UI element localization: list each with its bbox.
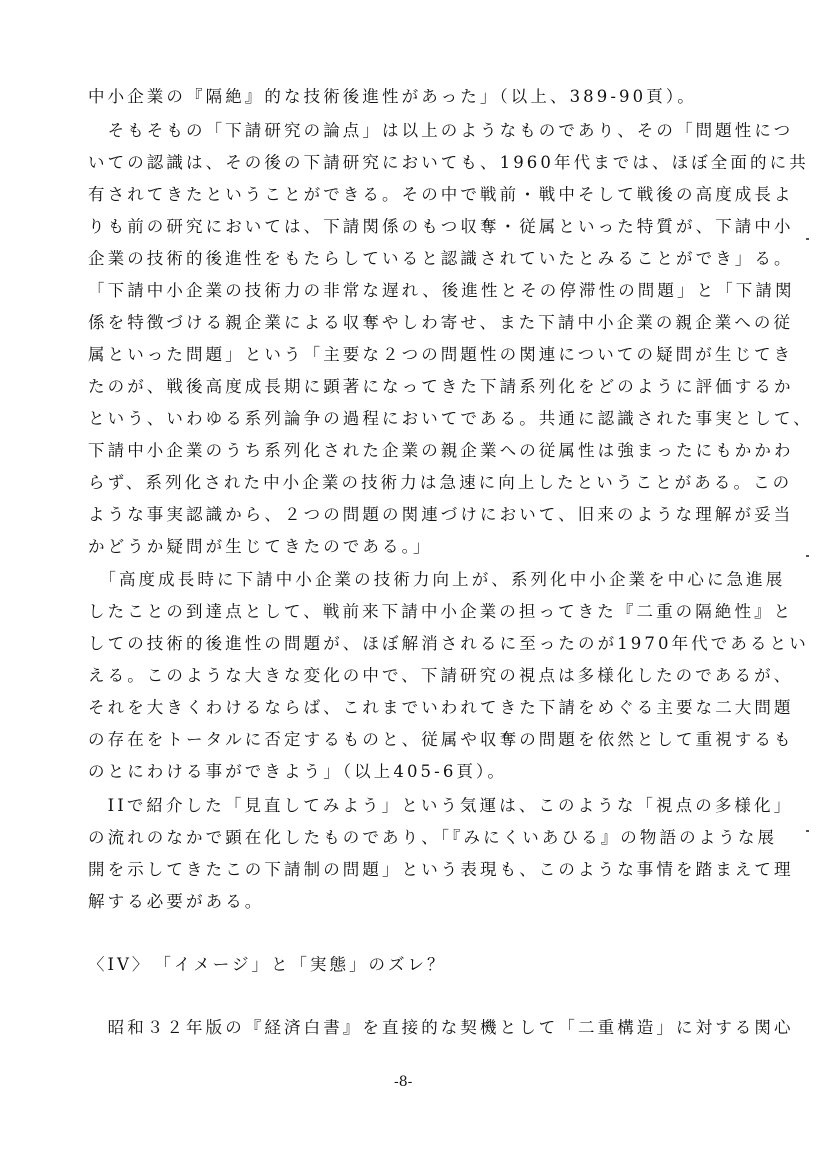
text-line: りも前の研究においては、下請関係のもつ収奪・従属といった特質が、下請中小 [88,217,794,236]
text-line: そもそもの「下請研究の論点」は以上のようなものであり、その「問題性につ [88,121,794,140]
text-line: それを大きくわけるならば、これまでいわれてきた下請をめぐる主要な二大問題 [88,698,794,717]
text-line: 属といった問題」という「主要な２つの問題性の関連についての疑問が生じてき [88,345,794,364]
text-line: かどうか疑問が生じてきたのである。」 [88,537,433,556]
text-line: 下請中小企業のうち系列化された企業の親企業への従属性は強まったにもかかわ [88,441,794,460]
text-line: の流れのなかで顕在化したものであり、「『みにくいあひる』の物語のような展 [88,828,778,847]
text-line: ような事実認識から、２つの問題の関連づけにおいて、旧来のような理解が妥当 [88,505,794,524]
text-line: したことの到達点として、戦前来下請中小企業の担ってきた『二重の隔絶性』と [88,602,794,621]
text-line: いての認識は、その後の下請研究においても、1960年代までは、ほぼ全面的に共 [88,153,809,172]
section-heading: 〈IV〉 「イメージ」と「実態」のズレ？ [88,955,447,974]
scan-speck [806,830,809,832]
text-line: 係を特徴づける親企業による収奪やしわ寄せ、また下請中小企業の親企業への従 [88,313,794,332]
text-line: える。このような大きな変化の中で、下請研究の視点は多様化したのであるが、 [88,666,794,685]
scan-speck [806,555,809,557]
text-line: 「高度成長時に下請中小企業の技術力向上が、系列化中小企業を中心に急進展 [88,570,786,589]
text-line: 有されてきたということができる。その中で戦前・戦中そして戦後の高度成長よ [88,185,794,204]
text-line: の存在をトータルに否定するものと、従属や収奪の問題を依然として重視するも [88,730,794,749]
scan-speck [806,238,809,240]
text-line: らず、系列化された中小企業の技術力は急速に向上したということがある。この [88,473,793,492]
text-line: のとにわける事ができよう」（以上405-6頁）。 [88,762,507,781]
text-line: たのが、戦後高度成長期に顕著になってきた下請系列化をどのように評価するか [88,377,794,396]
text-line: 開を示してきたこの下請制の問題」という表現も、このような事情を踏まえて理 [88,860,794,879]
page-number: -8- [394,1074,413,1090]
text-line: しての技術的後進性の問題が、ほぼ解消されるに至ったのが1970年代であるとい [88,634,809,653]
text-line: 昭和３２年版の『経済白書』を直接的な契機として「二重構造」に対する関心 [88,1018,794,1037]
text-line: 「下請中小企業の技術力の非常な遅れ、後進性とその停滞性の問題」と「下請関 [88,281,795,300]
text-line: 解する必要がある。 [88,892,265,911]
text-line: 中小企業の『隔絶』的な技術後進性があった」（以上、389-90頁）。 [88,87,697,106]
text-line: IIで紹介した「見直してみよう」という気運は、このような「視点の多様化」 [88,796,794,815]
text-line: という、いわゆる系列論争の過程においてである。共通に認識された事実として、 [88,409,813,428]
text-line: 企業の技術的後進性をもたらしていると認識されていたとみることができ」る。 [88,249,794,268]
